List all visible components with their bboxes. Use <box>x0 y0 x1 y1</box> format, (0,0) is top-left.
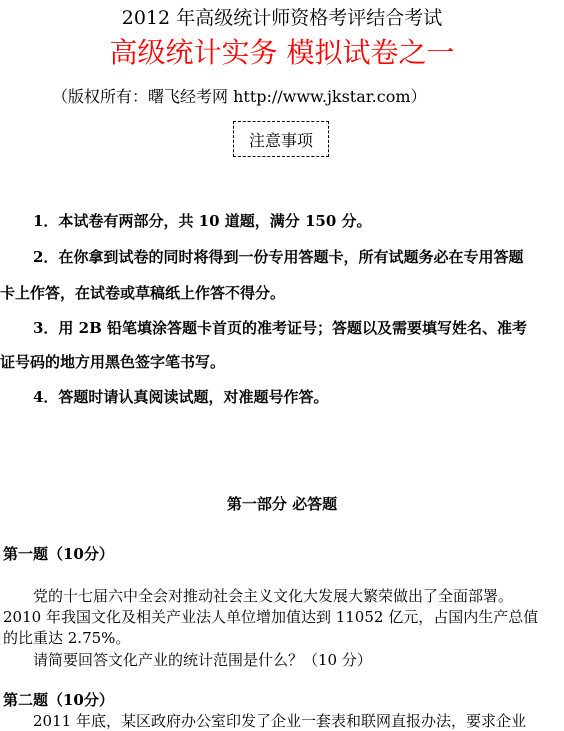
notice-item-2-line-1: 2．在你拿到试卷的同时将得到一份专用答题卡，所有试题务必在专用答题 <box>33 248 524 266</box>
notice-item-2-line-2: 卡上作答，在试卷或草稿纸上作答不得分。 <box>0 284 286 302</box>
question-1-line-1: 党的十七届六中全会对推动社会主义文化大发展大繁荣做出了全面部署。 <box>33 587 514 605</box>
question-1-line-2: 2010 年我国文化及相关产业法人单位增加值达到 11052 亿元，占国内生产总值 <box>3 608 539 626</box>
notice-item-1: 1．本试卷有两部分，共 10 道题，满分 150 分。 <box>33 212 372 230</box>
question-1-line-3: 的比重达 2.75%。 <box>3 629 131 647</box>
exam-title: 2012 年高级统计师资格考评结合考试 <box>121 7 443 29</box>
question-1-line-4: 请简要回答文化产业的统计范围是什么？（10 分） <box>33 651 372 669</box>
copyright-line: （版权所有：曙飞经考网 http://www.jkstar.com） <box>52 87 427 106</box>
notice-heading: 注意事项 <box>248 130 313 150</box>
notice-item-3-line-2: 证号码的地方用黑色签字笔书写。 <box>0 353 226 371</box>
notice-heading-box <box>233 121 329 157</box>
question-2-title: 第二题（10分） <box>3 691 114 709</box>
part-heading: 第一部分 必答题 <box>226 495 338 513</box>
notice-item-4: 4．答题时请认真阅读试题，对准题号作答。 <box>33 388 329 406</box>
question-1-title: 第一题（10分） <box>3 545 114 563</box>
question-2-line-1: 2011 年底，某区政府办公室印发了企业一套表和联网直报办法，要求企业 <box>33 712 526 730</box>
paper-title: 高级统计实务 模拟试卷之一 <box>109 36 455 69</box>
notice-item-3-line-1: 3．用 2B 铅笔填涂答题卡首页的准考证号；答题以及需要填写姓名、准考 <box>33 319 527 337</box>
